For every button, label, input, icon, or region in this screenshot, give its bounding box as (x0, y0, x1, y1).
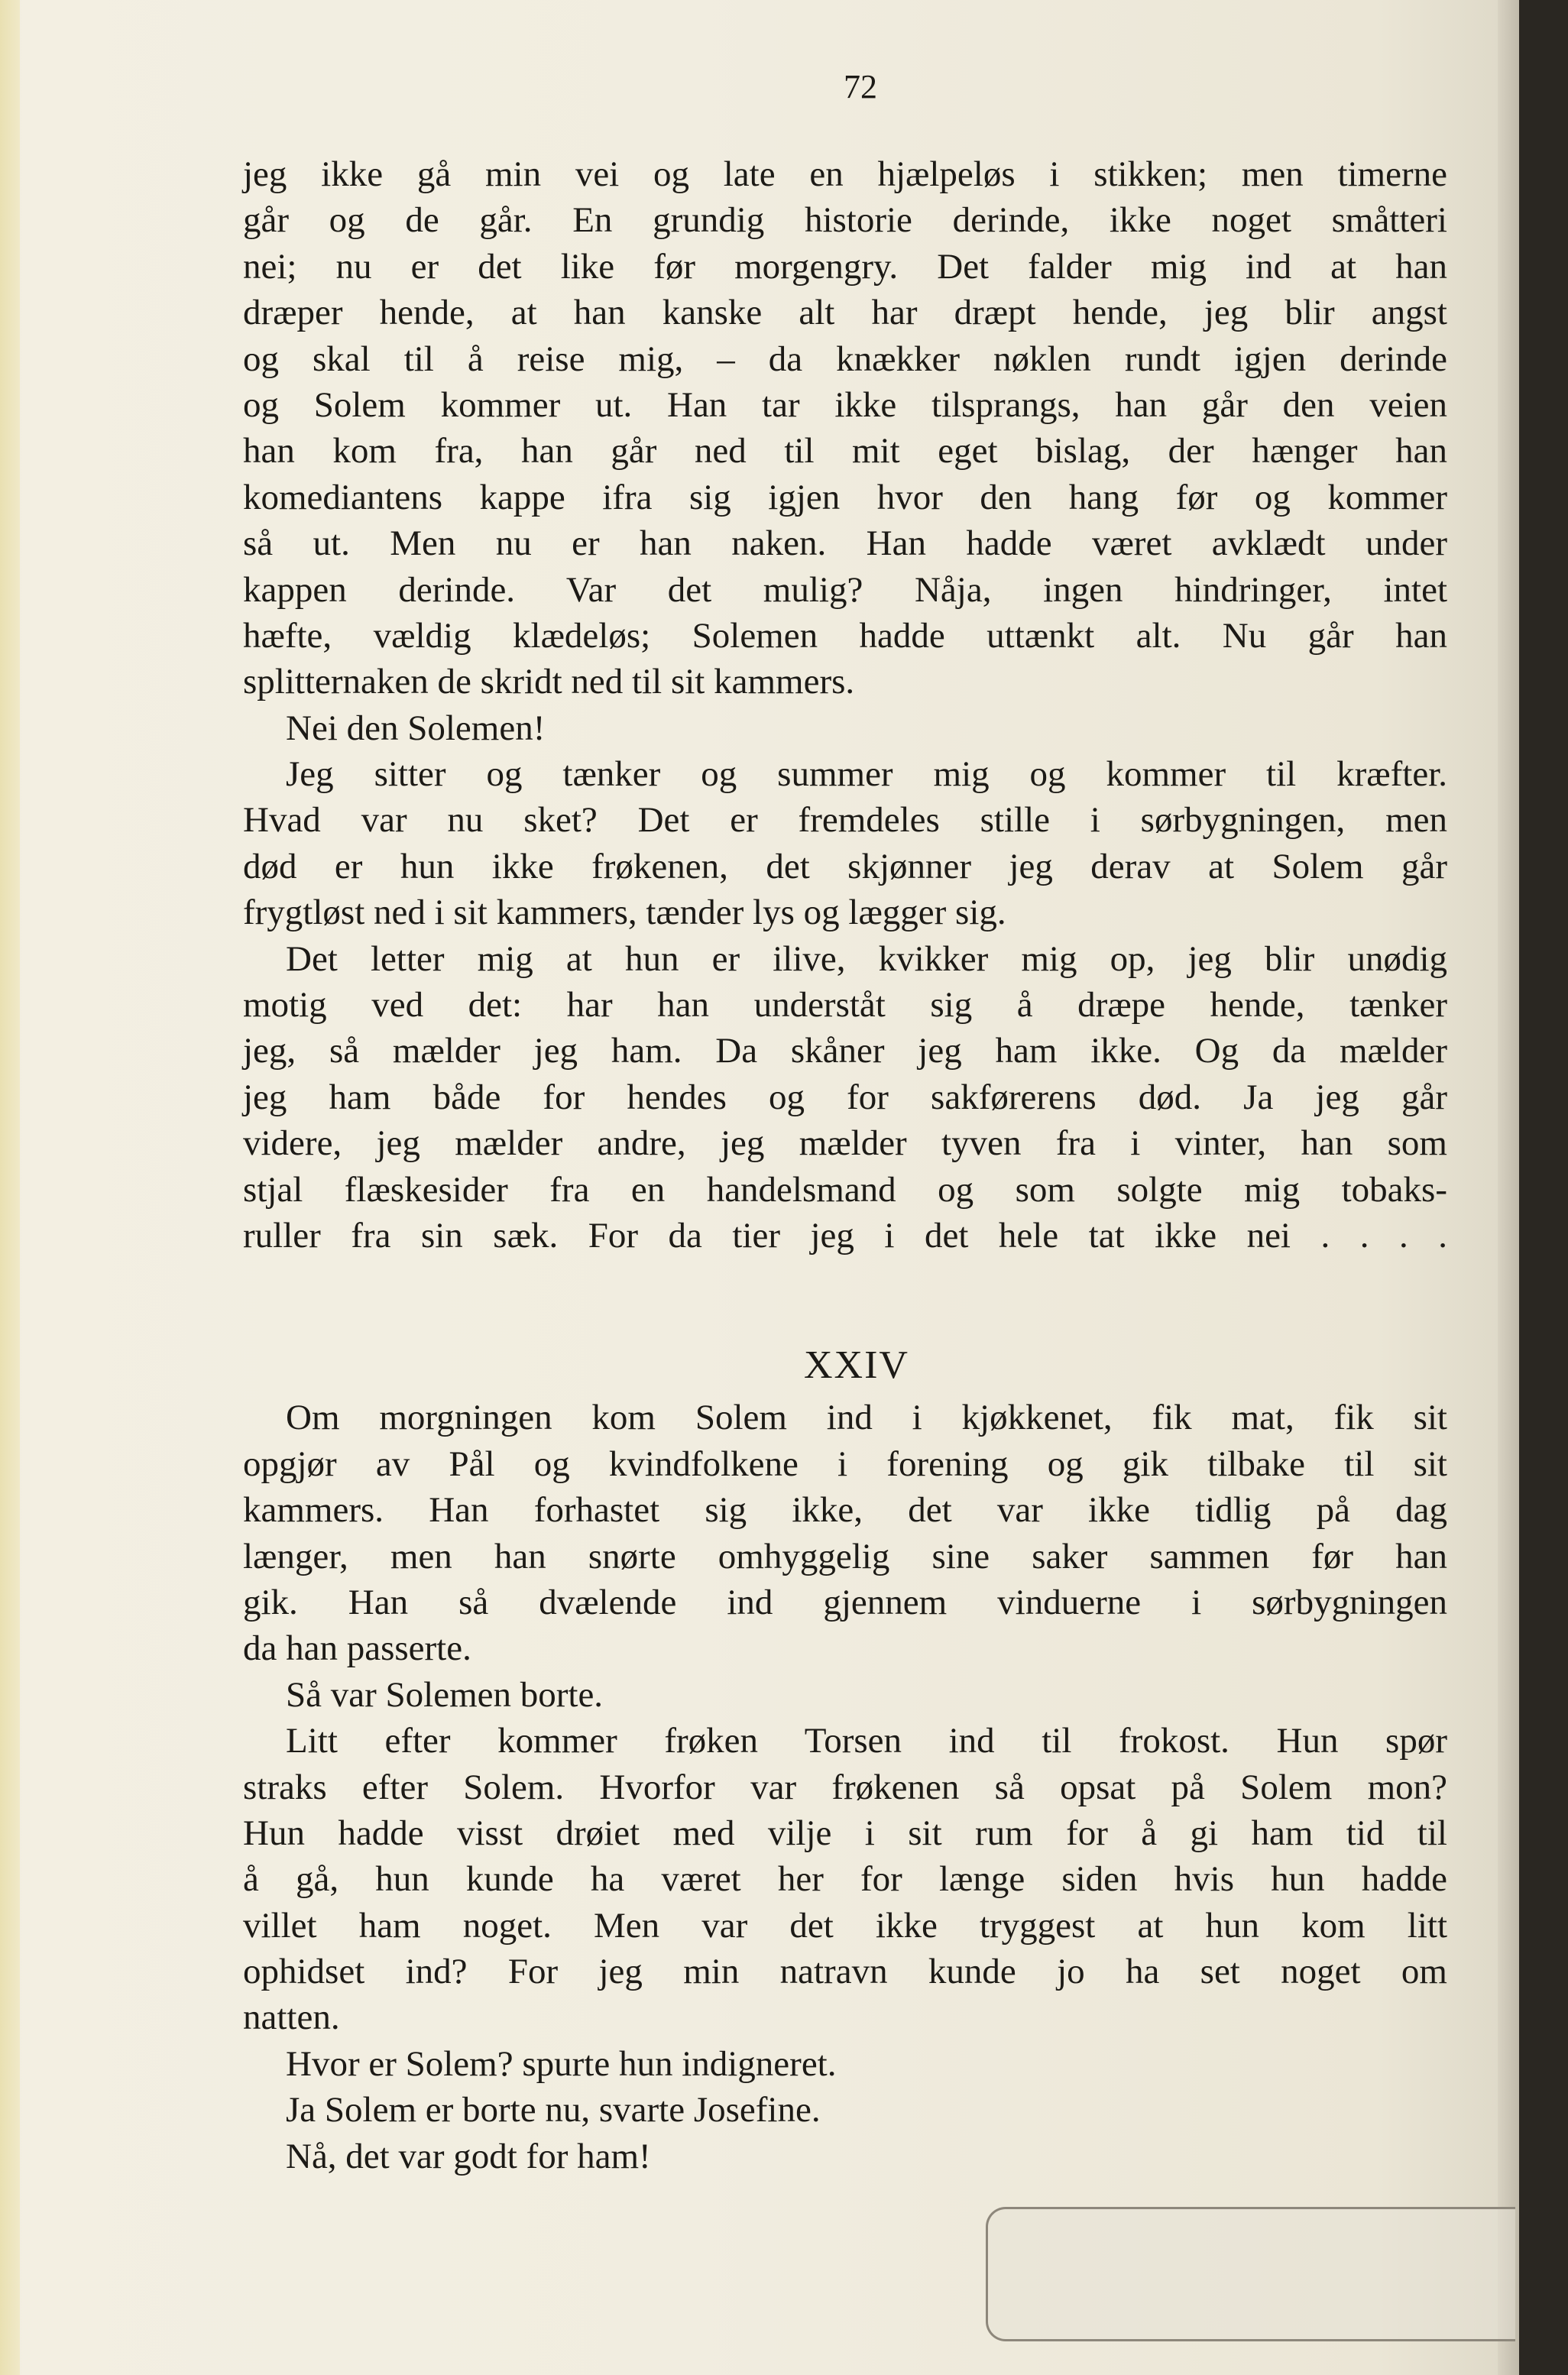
text-line: kammers. Han forhastet sig ikke, det var ikke tidlig på dag (243, 1490, 1447, 1531)
text-line: jeg ham både for hendes og for sakførerens død. Ja jeg går (243, 1077, 1447, 1117)
chapter-heading: XXIV (804, 1343, 909, 1388)
text-line: Hun hadde visst drøiet med vilje i sit rum for å gi ham tid til (243, 1813, 1447, 1853)
text-line: Nå, det var godt for ham! (286, 2136, 651, 2176)
text-line: så ut. Men nu er han naken. Han hadde været avklædt under (243, 523, 1447, 564)
text-line: dræper hende, at han kanske alt har dræpt hende, jeg blir angst (243, 293, 1447, 333)
page-edge (1498, 0, 1519, 2375)
text-line: frygtløst ned i sit kammers, tænder lys og lægger sig. (243, 893, 1006, 933)
text-line: gik. Han så dvælende ind gjennem vinduerne i sørbygningen (243, 1582, 1447, 1622)
text-line: komediantens kappe ifra sig igjen hvor den hang før og kommer (243, 477, 1447, 517)
text-line: ruller fra sin sæk. For da tier jeg i det hele tat ikke nei . . . . (243, 1215, 1447, 1256)
text-line: videre, jeg mælder andre, jeg mælder tyven fra i vinter, han som (243, 1123, 1447, 1164)
text-line: å gå, hun kunde ha været her for længe siden hvis hun hadde (243, 1859, 1447, 1900)
text-block (243, 61, 1447, 2179)
text-line: opgjør av Pål og kvindfolkene i forening og gik tilbake til sit (243, 1443, 1447, 1484)
text-line: jeg, så mælder jeg ham. Da skåner jeg ham ikke. Og da mælder (243, 1031, 1447, 1071)
page-tab-outline (986, 2207, 1515, 2341)
text-line: og Solem kommer ut. Han tar ikke tilsprangs, han går den veien (243, 384, 1447, 425)
text-line: Det letter mig at hun er ilive, kvikker mig op, jeg blir unødig (286, 938, 1447, 979)
text-line: stjal flæskesider fra en handelsmand og som solgte mig tobaks- (243, 1169, 1447, 1210)
text-line: natten. (243, 1998, 340, 2038)
text-line: Om morgningen kom Solem ind i kjøkkenet, fik mat, fik sit (286, 1398, 1447, 1438)
text-section-2 (243, 1395, 1447, 2179)
page-number: 72 (844, 68, 877, 105)
text-line: Nei den Solemen! (286, 708, 546, 748)
text-line: Ja Solem er borte nu, svarte Josefine. (286, 2090, 821, 2130)
text-section-1 (243, 151, 1447, 1259)
text-line: Litt efter kommer frøken Torsen ind til frokost. Hun spør (286, 1721, 1447, 1761)
text-line: motig ved det: har han underståt sig å dræpe hende, tænker (243, 985, 1447, 1025)
text-line: villet ham noget. Men var det ikke tryggest at hun kom litt (243, 1905, 1447, 1946)
page-gutter (0, 0, 20, 2375)
text-line: går og de går. En grundig historie derinde, ikke noget småtteri (243, 200, 1447, 241)
text-line: splitternaken de skridt ned til sit kammers. (243, 662, 855, 702)
text-line: da han passerte. (243, 1628, 471, 1669)
text-line: jeg ikke gå min vei og late en hjælpeløs i stikken; men timerne (243, 154, 1447, 194)
text-line: og skal til å reise mig, – da knækker nøklen rundt igjen derinde (243, 339, 1447, 379)
text-line: nei; nu er det like før morgengry. Det falder mig ind at han (243, 246, 1447, 287)
text-line: han kom fra, han går ned til mit eget bislag, der hænger han (243, 431, 1447, 471)
text-line: død er hun ikke frøkenen, det skjønner jeg derav at Solem går (243, 846, 1447, 886)
text-line: hæfte, vældig klædeløs; Solemen hadde uttænkt alt. Nu går han (243, 615, 1447, 656)
text-line: Jeg sitter og tænker og summer mig og kommer til kræfter. (286, 754, 1447, 795)
text-line: Så var Solemen borte. (286, 1674, 604, 1715)
text-line: straks efter Solem. Hvorfor var frøkenen så opsat på Solem mon? (243, 1767, 1447, 1807)
text-line: længer, men han snørte omhyggelig sine saker sammen før han (243, 1536, 1447, 1576)
text-line: ophidset ind? For jeg min natravn kunde jo ha set noget om (243, 1952, 1447, 1992)
text-line: kappen derinde. Var det mulig? Nåja, ingen hindringer, intet (243, 569, 1447, 610)
text-line: Hvor er Solem? spurte hun indigneret. (286, 2043, 837, 2084)
text-line: Hvad var nu sket? Det er fremdeles stille i sørbygningen, men (243, 800, 1447, 841)
